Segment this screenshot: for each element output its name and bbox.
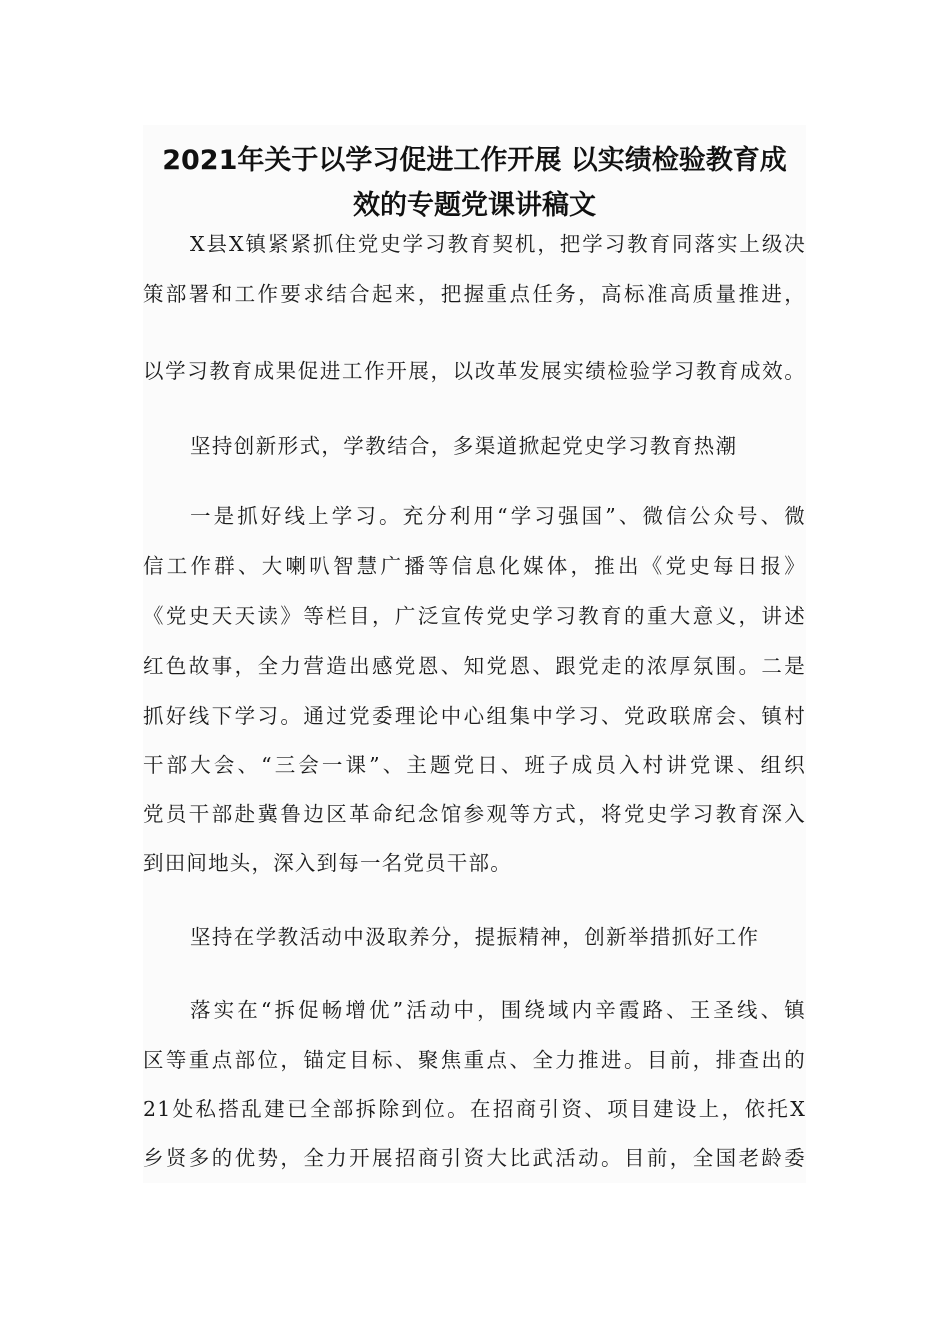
paragraph-2-line-6: 干部大会、“三会一课”、主题党日、班子成员入村讲党课、组织: [143, 753, 806, 777]
paragraph-3-line-2: 区等重点部位，锚定目标、聚焦重点、全力推进。目前，排查出的: [143, 1048, 806, 1072]
paragraph-3-line-3: 21处私搭乱建已全部拆除到位。在招商引资、项目建设上，依托X: [143, 1097, 806, 1121]
paragraph-1-line-1: X县X镇紧紧抓住党史学习教育契机，把学习教育同落实上级决: [190, 232, 806, 256]
paragraph-1-line-3: 以学习教育成果促进工作开展，以改革发展实绩检验学习教育成效。: [143, 359, 806, 383]
section-heading-1: 坚持创新形式，学教结合，多渠道掀起党史学习教育热潮: [190, 434, 738, 458]
paragraph-3-line-4: 乡贤多的优势，全力开展招商引资大比武活动。目前，全国老龄委: [143, 1146, 806, 1170]
paragraph-3-line-1: 落实在“拆促畅增优”活动中，围绕域内辛霞路、王圣线、镇: [190, 998, 806, 1022]
paragraph-2-line-3: 《党史天天读》等栏目，广泛宣传党史学习教育的重大意义，讲述: [143, 604, 806, 628]
paragraph-2-line-1: 一是抓好线上学习。充分利用“学习强国”、微信公众号、微: [190, 504, 806, 528]
paragraph-2-line-7: 党员干部赴冀鲁边区革命纪念馆参观等方式，将党史学习教育深入: [143, 802, 806, 826]
paragraph-2-line-4: 红色故事，全力营造出感党恩、知党恩、跟党走的浓厚氛围。二是: [143, 654, 806, 678]
paragraph-2-line-5: 抓好线下学习。通过党委理论中心组集中学习、党政联席会、镇村: [143, 704, 806, 728]
paragraph-1-line-2: 策部署和工作要求结合起来，把握重点任务，高标准高质量推进，: [143, 282, 806, 306]
document-title-line-2: 效的专题党课讲稿文: [353, 190, 596, 221]
paragraph-2-line-2: 信工作群、大喇叭智慧广播等信息化媒体，推出《党史每日报》: [143, 554, 806, 578]
paragraph-2-line-8: 到田间地头，深入到每一名党员干部。: [143, 851, 512, 875]
document-title-line-1: 2021年关于以学习促进工作开展 以实绩检验教育成: [162, 145, 787, 176]
section-heading-2: 坚持在学教活动中汲取养分，提振精神，创新举措抓好工作: [190, 925, 760, 949]
